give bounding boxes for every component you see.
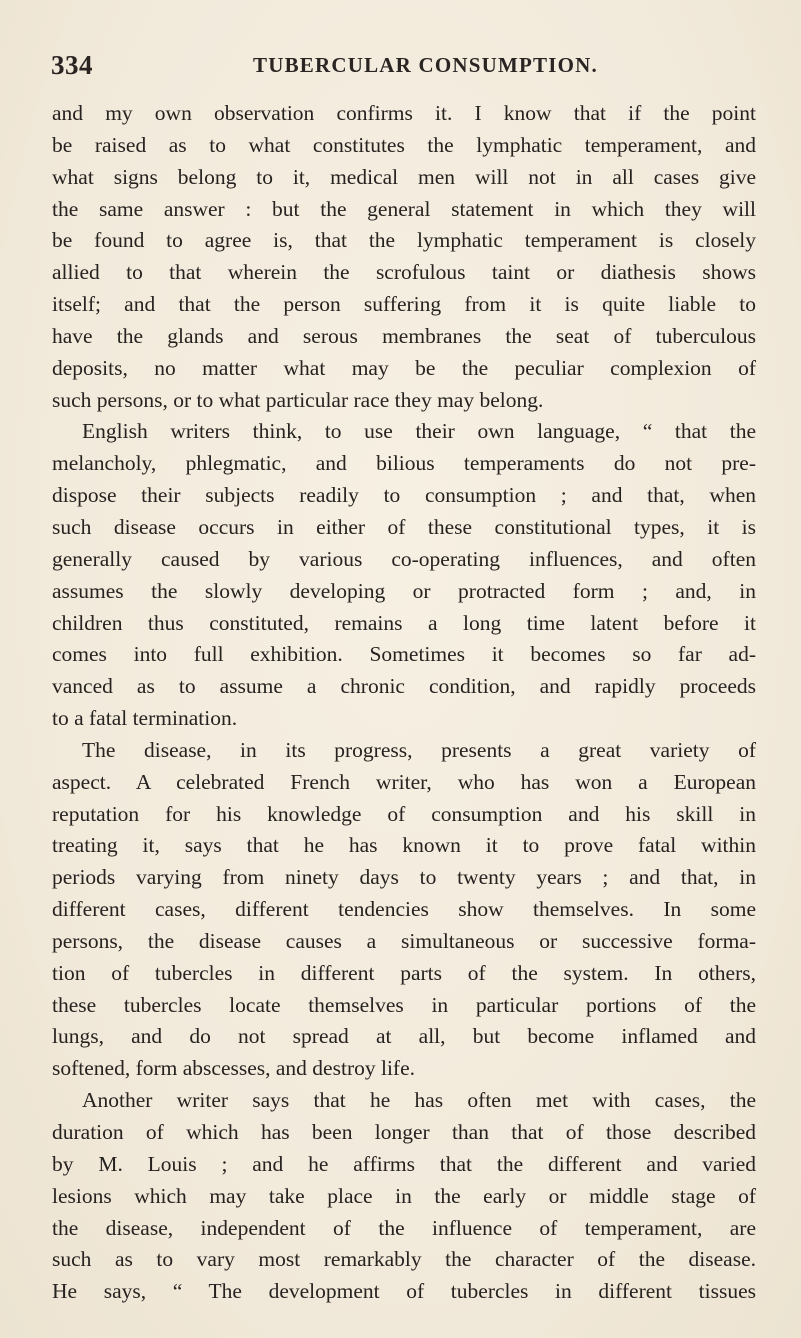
text-line: persons, the disease causes a simultaneous or successive forma- (52, 928, 756, 953)
text-line: vanced as to assume a chronic condition, and rapidly proceeds (52, 674, 756, 699)
text-line: softened, form abscesses, and destroy life. (52, 1056, 416, 1081)
text-line: such persons, or to what particular race they may belong. (52, 387, 544, 412)
text-line: He says, “ The development of tubercles in different tissues (52, 1279, 756, 1304)
text-line: what signs belong to it, medical men will not in all cases give (52, 164, 756, 189)
text-line: be found to agree is, that the lymphatic temperament is closely (52, 228, 756, 253)
text-line: dispose their subjects readily to consumption ; and that, when (52, 483, 756, 508)
text-line: deposits, no matter what may be the peculiar complexion of (52, 355, 756, 380)
text-line: lungs, and do not spread at all, but become inflamed and (52, 1024, 756, 1049)
text-line: treating it, says that he has known it to prove fatal within (52, 833, 756, 858)
text-line: these tubercles locate themselves in particular portions of the (52, 992, 756, 1017)
text-line: be raised as to what constitutes the lymphatic temperament, and (52, 132, 756, 157)
text-line: The disease, in its progress, presents a great variety of (82, 737, 756, 762)
text-line: generally caused by various co-operating influences, and often (52, 546, 756, 571)
text-line: to a fatal termination. (52, 706, 238, 731)
running-title: TUBERCULAR CONSUMPTION. (253, 53, 598, 77)
text-line: English writers think, to use their own language, “ that the (82, 419, 756, 444)
text-line: have the glands and serous membranes the seat of tuberculous (52, 323, 756, 348)
text-line: Another writer says that he has often met with cases, the (82, 1088, 756, 1113)
text-line: the disease, independent of the influence of temperament, are (52, 1215, 756, 1240)
text-line: itself; and that the person suffering from it is quite liable to (52, 292, 756, 317)
text-line: aspect. A celebrated French writer, who has won a European (52, 769, 756, 794)
text-line: different cases, different tendencies show themselves. In some (52, 897, 756, 922)
text-line: by M. Louis ; and he affirms that the different and varied (52, 1151, 756, 1176)
text-line: melancholy, phlegmatic, and bilious temperaments do not pre- (52, 451, 756, 476)
text-line: and my own observation confirms it. I know that if the point (52, 101, 756, 125)
text-line: tion of tubercles in different parts of the system. In others, (52, 960, 756, 985)
text-line: periods varying from ninety days to twenty years ; and that, in (52, 865, 756, 890)
text-line: lesions which may take place in the early or middle stage of (52, 1183, 756, 1208)
text-line: children thus constituted, remains a long time latent before it (52, 610, 756, 635)
running-head (51, 50, 751, 86)
text-line: such disease occurs in either of these constitutional types, it is (52, 514, 756, 539)
text-line: duration of which has been longer than that of those described (52, 1120, 756, 1144)
text-line: the same answer : but the general statement in which they will (52, 196, 756, 221)
text-line: assumes the slowly developing or protracted form ; and, in (52, 578, 756, 603)
text-line: such as to vary most remarkably the character of the disease. (52, 1247, 756, 1272)
text-line: allied to that wherein the scrofulous taint or diathesis shows (52, 260, 756, 285)
page-number: 334 (51, 50, 93, 80)
text-line: comes into full exhibition. Sometimes it becomes so far ad- (52, 642, 756, 667)
text-line: reputation for his knowledge of consumption and his skill in (52, 801, 756, 826)
body-text (52, 98, 756, 1308)
